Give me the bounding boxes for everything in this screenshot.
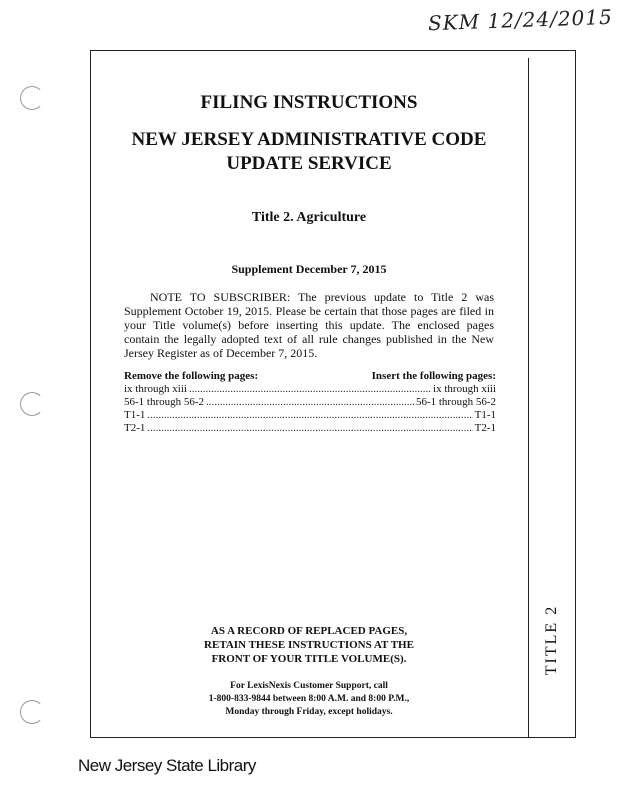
insert-pages: ix through xiii — [433, 383, 496, 395]
table-row — [124, 383, 496, 396]
support-line3: Monday through Friday, except holidays. — [225, 707, 393, 717]
remove-pages: ix through xiii — [124, 383, 187, 395]
record-notice-line3: FRONT OF YOUR TITLE VOLUME(S). — [211, 653, 407, 665]
code-heading-line2: UPDATE SERVICE — [226, 153, 392, 174]
code-heading-line1: NEW JERSEY ADMINISTRATIVE CODE — [131, 129, 487, 150]
table-row — [124, 409, 496, 422]
table-row — [124, 396, 496, 409]
dot-leader — [189, 383, 431, 396]
insert-header: Insert the following pages: — [371, 370, 496, 382]
support-line1: For LexisNexis Customer Support, call — [230, 681, 388, 691]
support-line2: 1-800-833-9844 between 8:00 A.M. and 8:00 P.M., — [208, 694, 410, 704]
table-row — [124, 422, 496, 435]
dot-leader — [206, 396, 414, 409]
title-name: Title 2. Agriculture — [251, 210, 367, 225]
handwritten-initials-date: SKM 12/24/2015 — [427, 4, 614, 36]
code-heading — [90, 128, 528, 176]
dot-leader — [147, 422, 472, 435]
library-footer: New Jersey State Library — [78, 756, 256, 775]
filing-instructions-heading: FILING INSTRUCTIONS — [200, 92, 418, 113]
remove-pages: T1-1 — [124, 409, 146, 421]
tab-divider-line — [528, 58, 529, 738]
record-notice-line2: RETAIN THESE INSTRUCTIONS AT THE — [204, 639, 414, 651]
note-to-subscriber: NOTE TO SUBSCRIBER: The previous update to Title 2 was Supplement October 19, 2015. Please be certain that those pages are filed in your Title volume(s) before inserting this update. The enclosed pages contain the legally adopted text of all rule changes published in the New Jersey Register as of December 7, 2015. — [124, 290, 494, 360]
punch-hole-bottom — [20, 700, 44, 724]
dot-leader — [147, 409, 472, 422]
pages-table-header — [124, 370, 496, 383]
supplement-date: Supplement December 7, 2015 — [231, 262, 387, 276]
punch-hole-middle — [20, 392, 44, 416]
record-notice — [90, 624, 528, 666]
pages-table — [124, 370, 496, 435]
customer-support-info — [90, 680, 528, 719]
insert-pages: 56-1 through 56-2 — [415, 396, 496, 408]
insert-pages: T1-1 — [474, 409, 496, 421]
insert-pages: T2-1 — [474, 422, 496, 434]
title-tab-label: TITLE 2 — [543, 604, 560, 676]
remove-header: Remove the following pages: — [124, 370, 259, 382]
punch-hole-top — [20, 86, 44, 110]
remove-pages: 56-1 through 56-2 — [124, 396, 205, 408]
remove-pages: T2-1 — [124, 422, 146, 434]
record-notice-line1: AS A RECORD OF REPLACED PAGES, — [210, 625, 408, 637]
